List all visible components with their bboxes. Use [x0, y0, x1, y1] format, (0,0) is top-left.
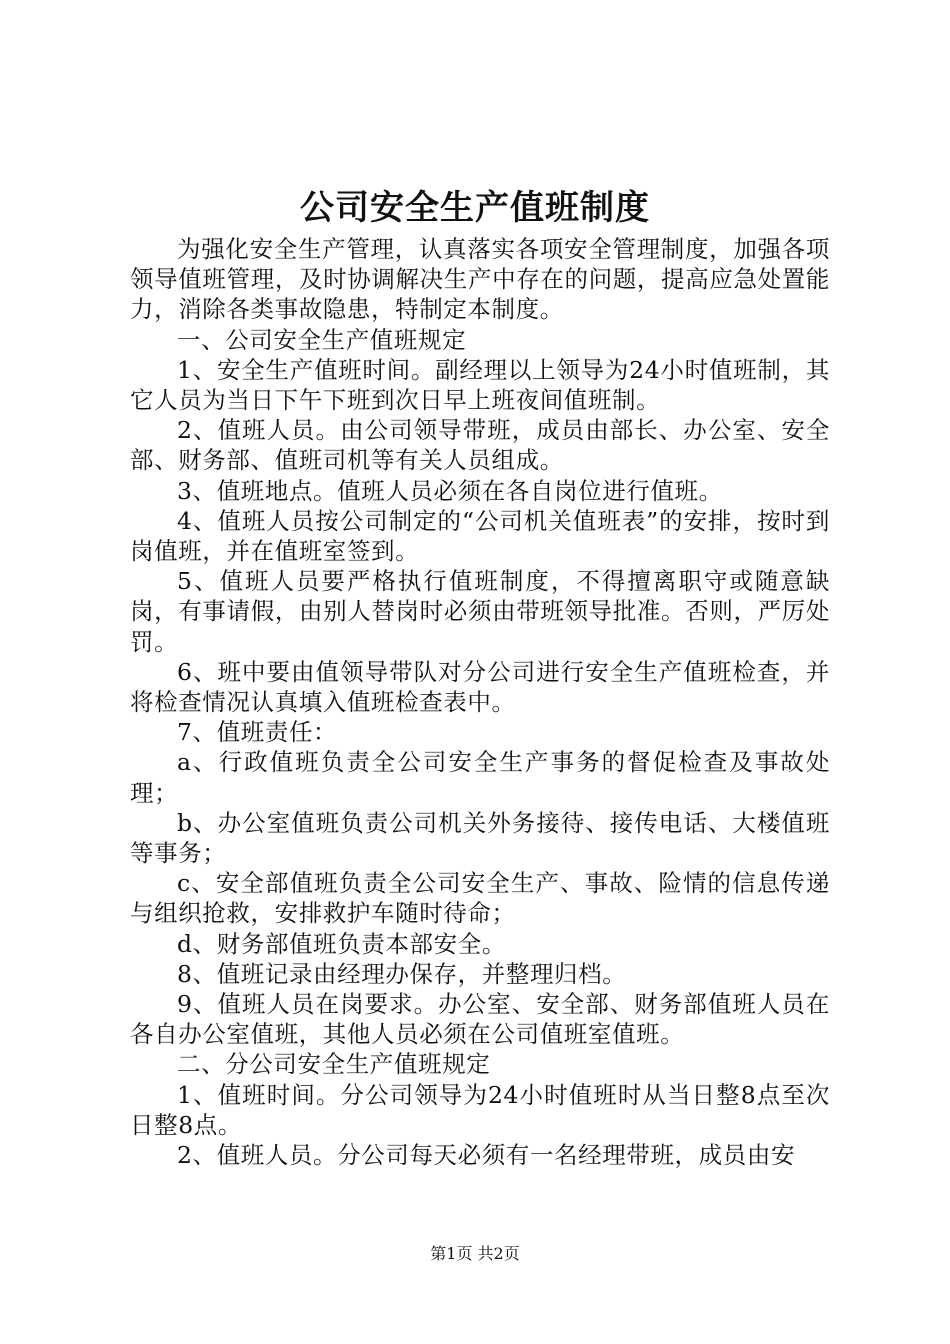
- paragraph-item: 4、值班人员按公司制定的“公司机关值班表”的安排，按时到岗值班，并在值班室签到。: [130, 506, 830, 566]
- page-footer: 第1页 共2页: [430, 1244, 520, 1263]
- paragraph-item: 1、安全生产值班时间。副经理以上领导为24小时值班制，其它人员为当日下午下班到次日早上班夜间值班制。: [130, 355, 830, 415]
- paragraph-item: 1、值班时间。分公司领导为24小时值班时从当日整8点至次日整8点。: [130, 1080, 830, 1139]
- paragraph-item: 7、值班责任：: [177, 718, 338, 747]
- section-heading-company: 一、公司安全生产值班规定: [177, 325, 467, 354]
- paragraph-item: 5、值班人员要严格执行值班制度，不得擅离职守或随意缺岗，有事请假，由别人替岗时必须由带班领导批准。否则，严厉处罚。: [130, 567, 830, 656]
- paragraph-intro: 为强化安全生产管理，认真落实各项安全管理制度，加强各项领导值班管理，及时协调解决生产中存在的问题，提高应急处置能力，消除各类事故隐患，特制定本制度。: [130, 235, 830, 324]
- paragraph-item: 3、值班地点。值班人员必须在各自岗位进行值班。: [177, 476, 723, 505]
- paragraph-item: 6、班中要由值领导带队对分公司进行安全生产值班检查，并将检查情况认真填入值班检查表中。: [130, 657, 830, 717]
- document-title: 公司安全生产值班制度: [300, 188, 650, 228]
- paragraph-item: 9、值班人员在岗要求。办公室、安全部、财务部值班人员在各自办公室值班，其他人员必须在公司值班室值班。: [130, 990, 830, 1049]
- paragraph-subitem: c、安全部值班负责全公司安全生产、事故、险情的信息传递与组织抢救，安排救护车随时待命；: [130, 869, 830, 928]
- paragraph-subitem: a、行政值班负责全公司安全生产事务的督促检查及事故处理；: [130, 748, 830, 807]
- paragraph-subitem: d、财务部值班负责本部安全。: [177, 929, 506, 958]
- paragraph-item: 2、值班人员。由公司领导带班，成员由部长、办公室、安全部、财务部、值班司机等有关人员组成。: [130, 416, 830, 475]
- section-heading-branch: 二、分公司安全生产值班规定: [177, 1050, 491, 1079]
- paragraph-item: 2、值班人员。分公司每天必须有一名经理带班，成员由安: [177, 1141, 796, 1170]
- paragraph-subitem: b、办公室值班负责公司机关外务接待、接传电话、大楼值班等事务；: [130, 808, 830, 868]
- document-body: [130, 234, 830, 1170]
- paragraph-item: 8、值班记录由经理办保存，并整理归档。: [177, 959, 627, 988]
